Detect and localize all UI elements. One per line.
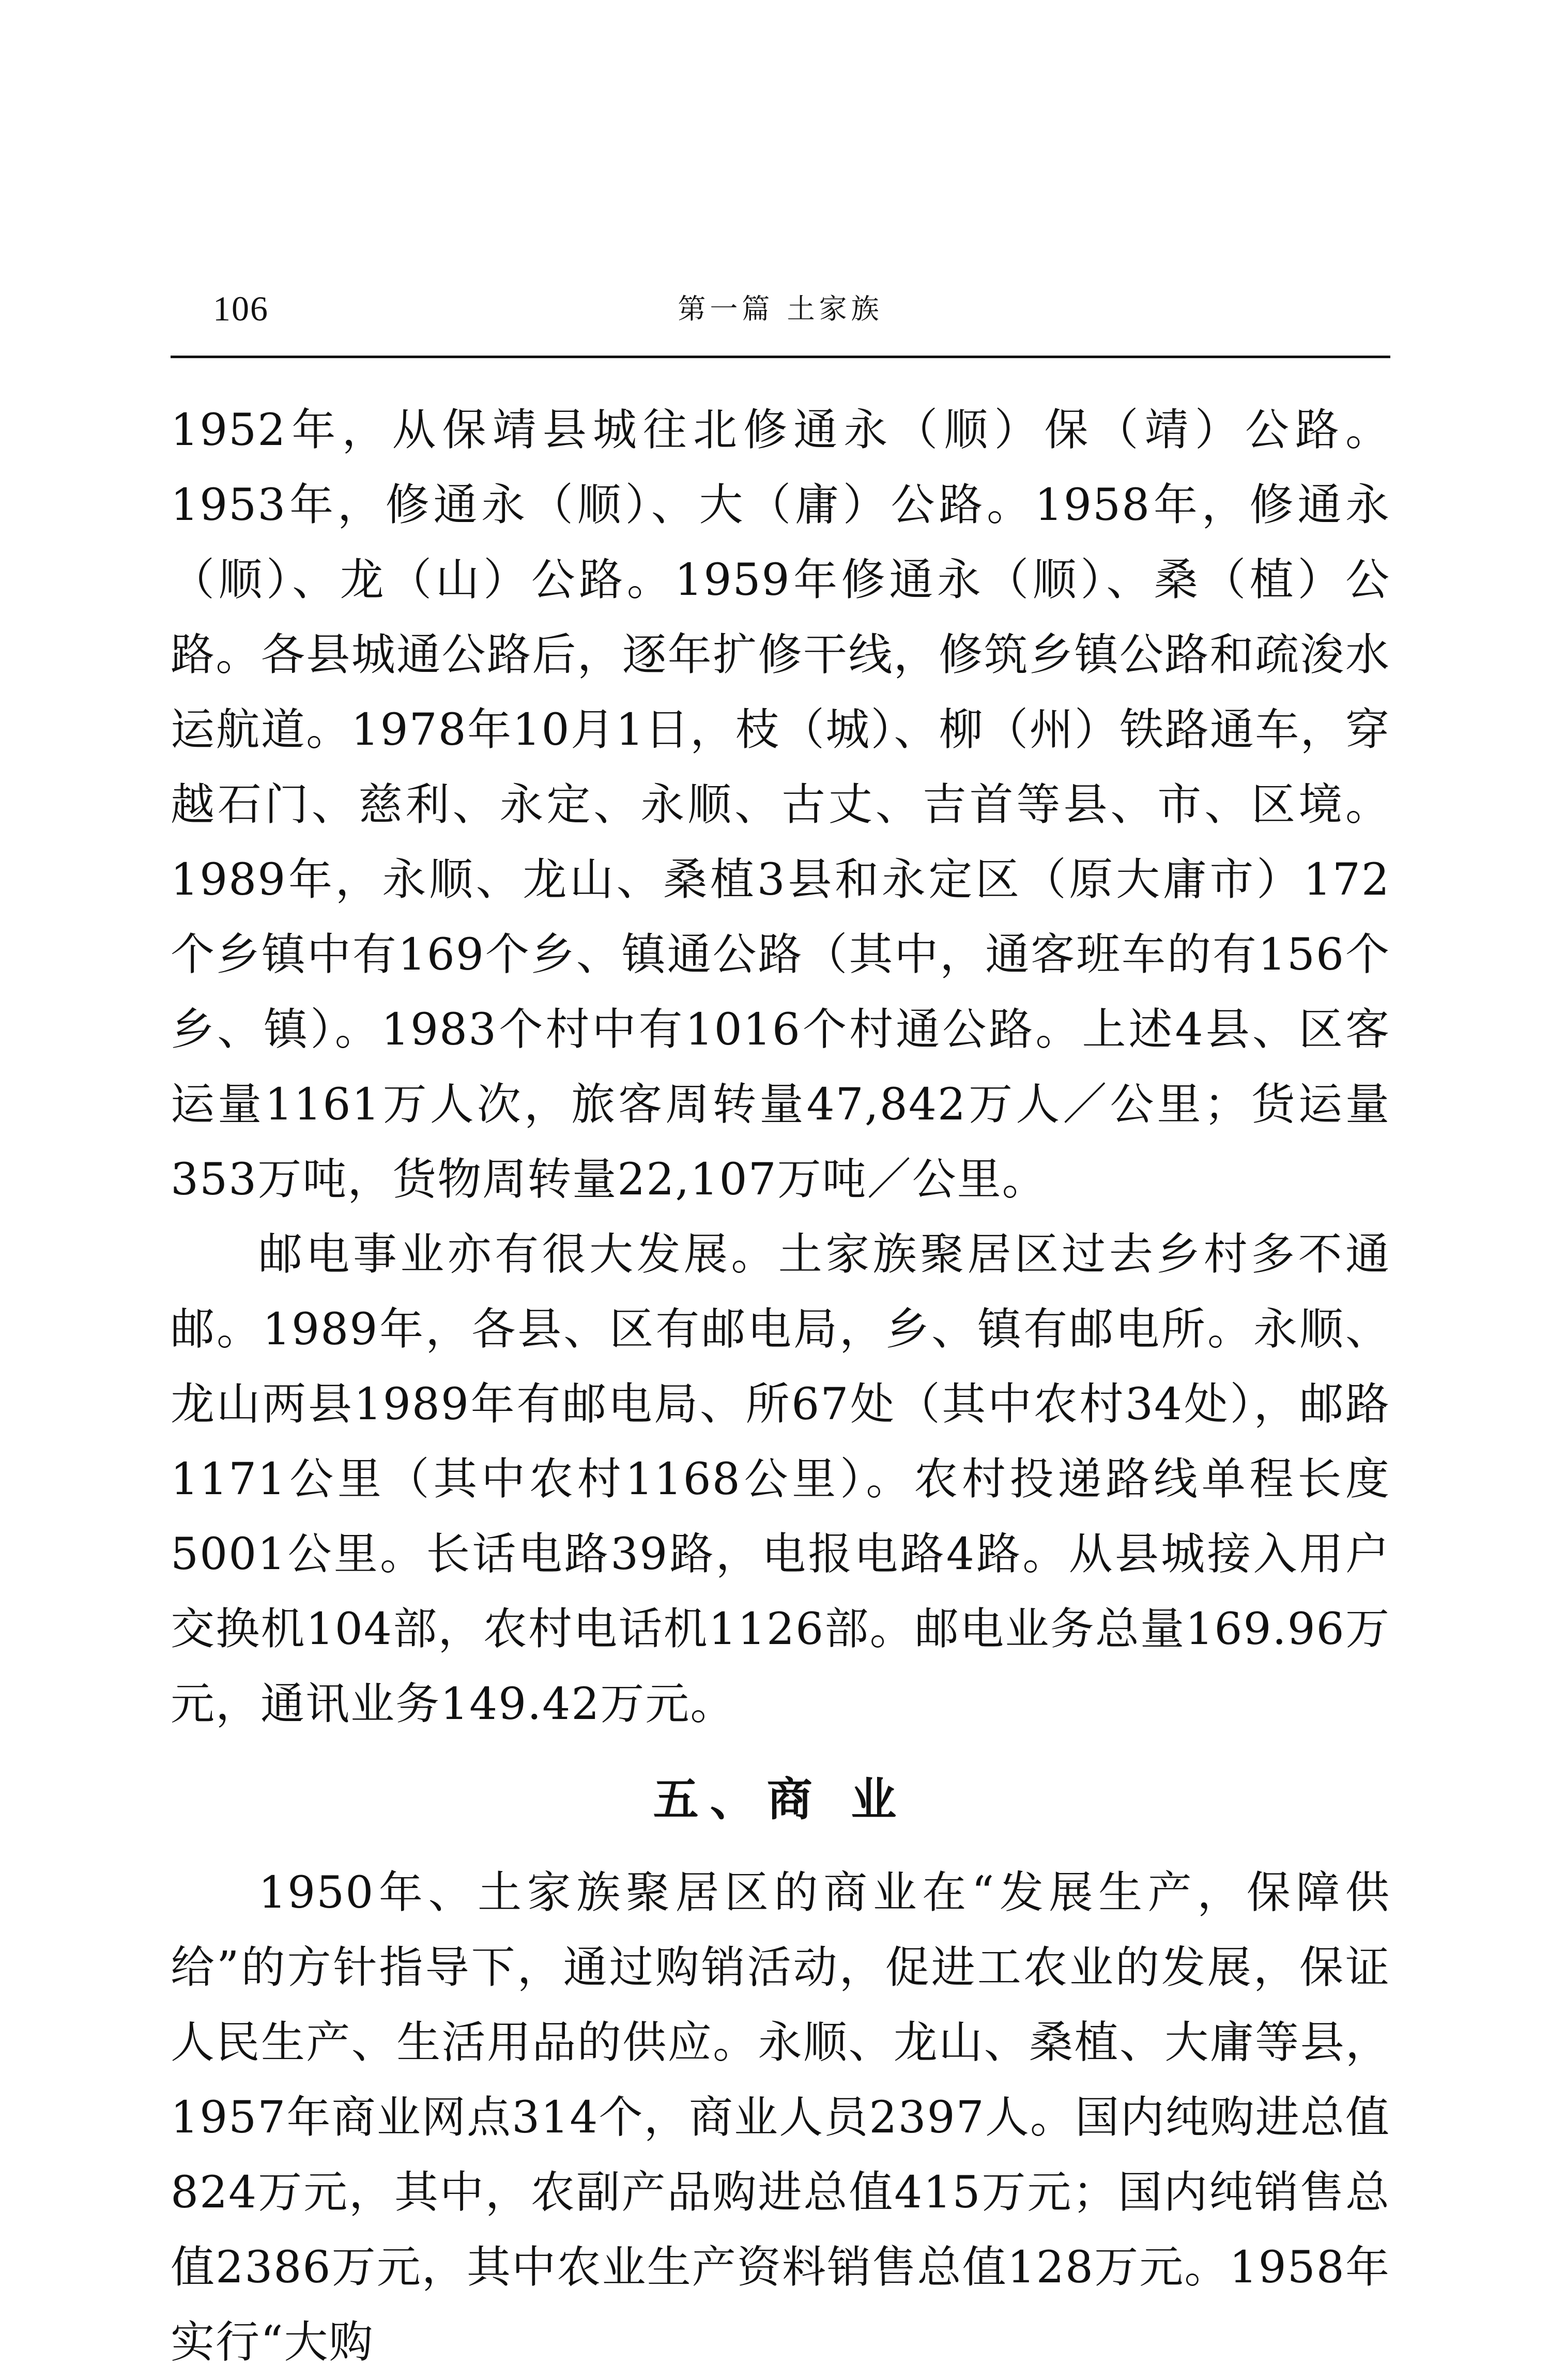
paragraph-post-telecom: 邮电事业亦有很大发展。土家族聚居区过去乡村多不通邮。1989年，各县、区有邮电局，乡、镇有邮电所。永顺、龙山两县1989年有邮电局、所67处（其中农村34处），邮路1171公里（其中农村1168公里）。农村投递路线单程长度5001公里。长话电路39路，电报电路4路。从县城接入用户交换机104部，农村电话机1126部。邮电业务总量169.96万元，通讯业务149.42万元。 xyxy=(171,1229,1390,1730)
page-number: 106 xyxy=(213,289,269,328)
main-text xyxy=(171,393,1390,2380)
page-header xyxy=(171,287,1390,344)
paragraph-transport: 1952年，从保靖县城往北修通永（顺）保（靖）公路。1953年，修通永（顺）、大（庸）公路。1958年，修通永（顺）、龙（山）公路。1959年修通永（顺）、桑（植）公路。各县城通公路后，逐年扩修干线，修筑乡镇公路和疏浚水运航道。1978年10月1日，枝（城）、柳（州）铁路通车，穿越石门、慈利、永定、永顺、古丈、吉首等县、市、区境。1989年，永顺、龙山、桑植3县和永定区（原大庸市）172个乡镇中有169个乡、镇通公路（其中，通客班车的有156个乡、镇）。1983个村中有1016个村通公路。上述4县、区客运量1161万人次，旅客周转量47,842万人／公里；货运量353万吨，货物周转量22,107万吨／公里。 xyxy=(171,405,1390,1205)
running-title: 第一篇 土家族 xyxy=(678,293,883,325)
paragraph-commerce: 1950年、土家族聚居区的商业在“发展生产，保障供给”的方针指导下，通过购销活动，促进工农业的发展，保证人民生产、生活用品的供应。永顺、龙山、桑植、大庸等县，1957年商业网点314个，商业人员2397人。国内纯购进总值824万元，其中，农副产品购进总值415万元；国内纯销售总值2386万元，其中农业生产资料销售总值128万元。1958年实行“大购 xyxy=(171,1867,1390,2368)
section-heading-commerce: 五、商 业 xyxy=(653,1773,908,1826)
header-rule xyxy=(171,356,1390,358)
